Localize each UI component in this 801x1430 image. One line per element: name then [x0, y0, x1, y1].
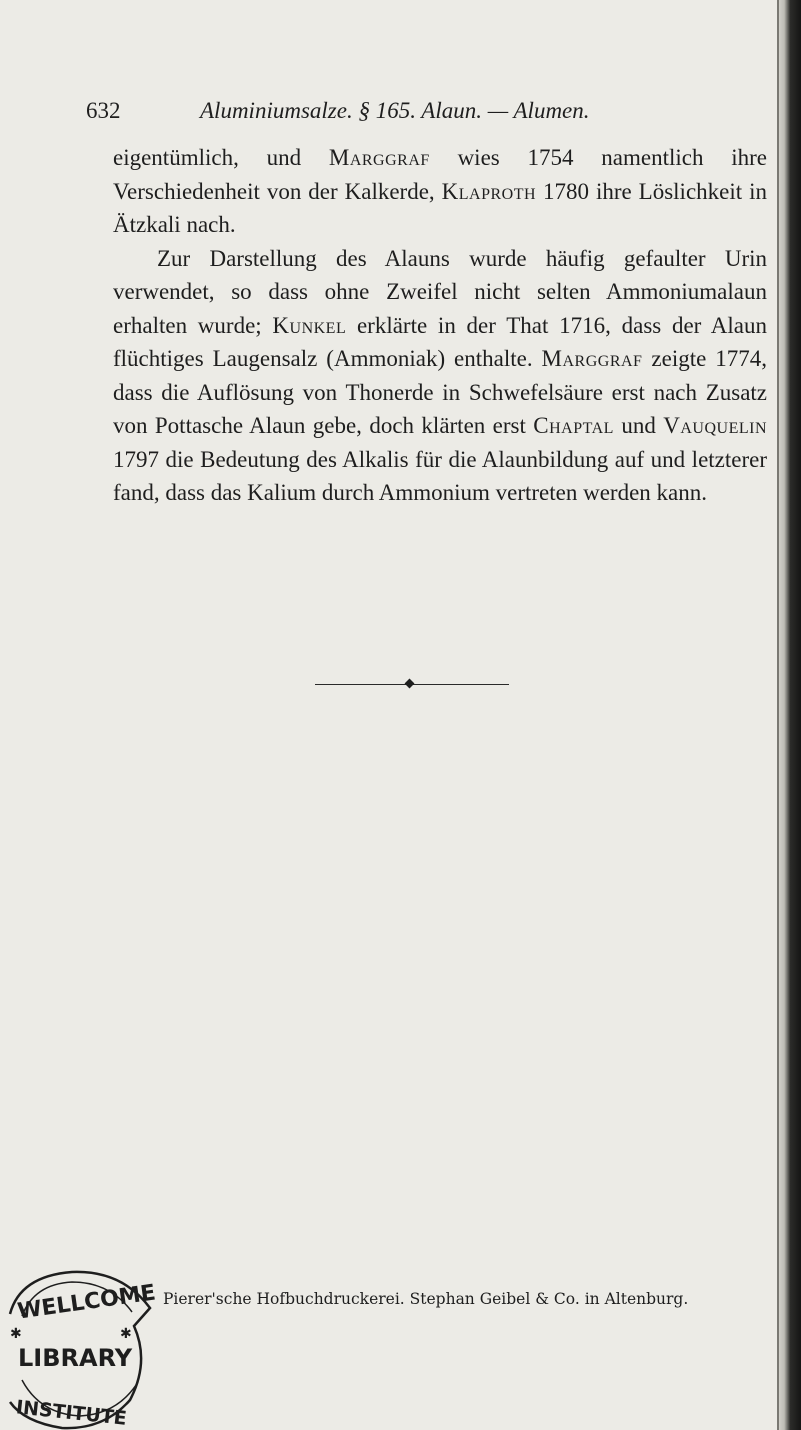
stamp-star-right-icon: ✱	[120, 1326, 132, 1342]
paragraph-1-text-2: wies 1754 namentlich ihre Verschiedenheit von der Kalkerde,	[113, 145, 767, 204]
person-name-kunkel: Kunkel	[272, 312, 347, 338]
paragraph-1-text-1: eigentümlich, und	[113, 145, 329, 170]
person-name-marggraf: Marggraf	[328, 145, 430, 170]
page-edge-line	[777, 0, 779, 1430]
stamp-top-text: WELLCOME	[15, 1280, 158, 1325]
person-name-marggraf: Marggraf	[541, 346, 643, 371]
page-number: 632	[86, 98, 121, 123]
stamp-center-text: LIBRARY	[18, 1344, 133, 1372]
body-text	[113, 141, 767, 510]
paragraph-2	[113, 242, 767, 510]
stamp-star-left-icon: ✱	[10, 1326, 22, 1342]
paragraph-2-text-2: erklärte in der That 1716, dass der Alaun flüchtiges Laugensalz (Ammoniak) enthalte.	[113, 312, 767, 371]
running-header	[86, 98, 766, 134]
person-name-klaproth: Klaproth	[441, 178, 537, 204]
paragraph-2-text-3: zeigte 1774, dass die Auflösung von Thonerde in Schwefelsäure erst nach Zusatz von Pottasche Alaun gebe, doch klärten erst	[113, 346, 768, 438]
page-edge	[777, 0, 801, 1430]
stamp-bottom-text: INSTITUTE	[14, 1396, 128, 1430]
library-stamp	[0, 1262, 160, 1430]
paragraph-2-text-5: 1797 die Bedeutung des Alkalis für die Alaunbildung auf und letzterer fand, dass das Kalium durch Ammonium vertreten werden kann.	[113, 446, 767, 505]
paragraph-1	[113, 141, 767, 242]
printer-imprint: Pierer'sche Hofbuchdruckerei. Stephan Geibel & Co. in Altenburg.	[163, 1290, 689, 1308]
person-name-chaptal: Chaptal	[533, 413, 614, 438]
running-title: Aluminiumsalze. § 165. Alaun. — Alumen.	[200, 98, 590, 123]
section-end-ornament	[315, 679, 509, 691]
ornament-diamond-icon	[405, 679, 415, 689]
paragraph-2-text-4: und	[613, 413, 664, 438]
paragraph-2-text-1: Zur Darstellung des Alauns wurde häufig gefaulter Urin verwendet, so dass ohne Zweifel nicht selten Ammoniumalaun erhalten wurde;	[113, 245, 767, 338]
person-name-vauquelin: Vauquelin	[663, 413, 768, 438]
paragraph-1-text-3: 1780 ihre Löslichkeit in Ätzkali nach.	[113, 178, 767, 237]
